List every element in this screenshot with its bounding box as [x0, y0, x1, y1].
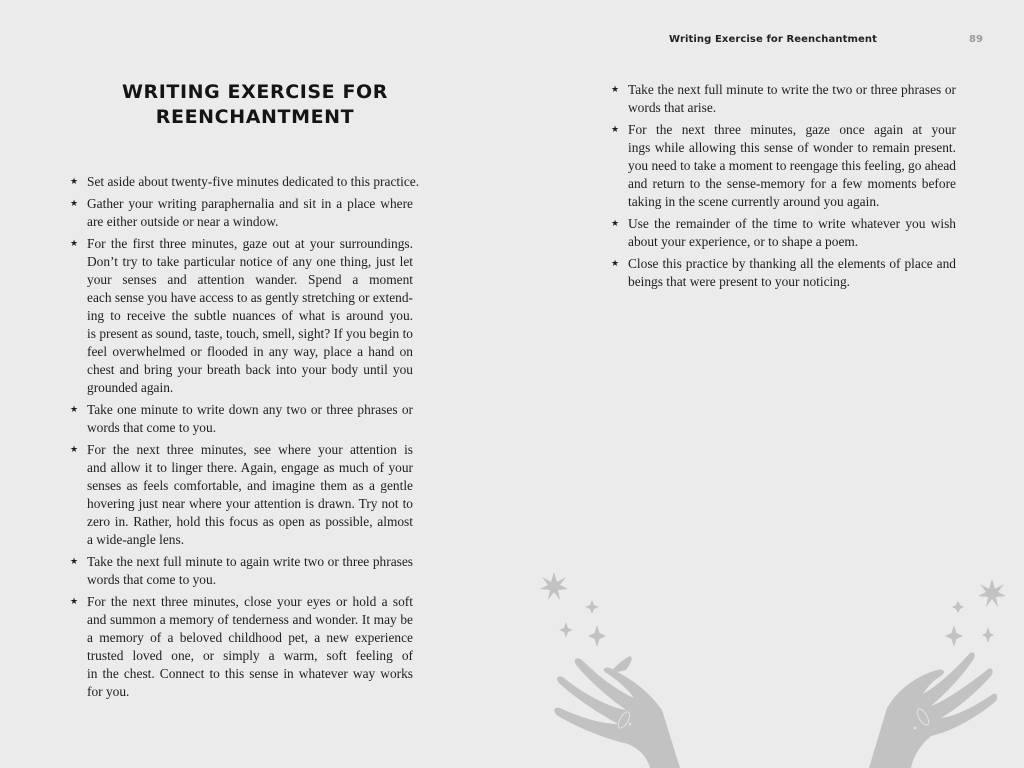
text-line: Take one minute to write down any two or three phrases or: [87, 402, 413, 417]
sparkle-star-icon: [982, 627, 994, 643]
list-item: [611, 121, 956, 211]
text-line: each sense you have access to as gently stretching or extend-: [87, 290, 413, 305]
text-line: words that arise.: [628, 100, 717, 115]
star-bullet-icon: ★: [70, 198, 79, 208]
text-line: and allow it to linger there. Again, engage as much of your: [87, 460, 413, 475]
star-bullet-icon: ★: [70, 238, 79, 248]
list-item: [611, 255, 956, 291]
text-line: and summon a memory of tenderness and wonder. It may be: [87, 612, 413, 627]
text-line: For the first three minutes, gaze out at your surroundings.: [87, 236, 413, 251]
text-line: about your experience, or to shape a poem.: [628, 234, 859, 249]
text-line: your senses and attention wander. Spend a moment: [87, 272, 413, 287]
exercise-steps-list-continued: [611, 81, 956, 295]
text-line: and return to the sense-memory for a few moments before: [628, 176, 956, 191]
running-head: Writing Exercise for Reenchantment: [669, 34, 877, 45]
text-line: feel overwhelmed or flooded in any way, place a hand on: [87, 344, 413, 359]
hand-shape: [869, 652, 997, 768]
sparkle-star-icon: [585, 600, 599, 614]
text-line: For the next three minutes, see where your attention is: [87, 442, 413, 457]
text-line: a memory of a beloved childhood pet, a new experience: [87, 630, 413, 645]
list-item: [70, 593, 413, 701]
text-line: For the next three minutes, close your eyes or hold a soft: [87, 594, 413, 609]
star-bullet-icon: ★: [70, 444, 79, 454]
text-line: trusted loved one, or simply a warm, soft feeling of: [87, 648, 413, 663]
text-line: beings that were present to your noticing.: [628, 274, 851, 289]
hand-shape: [554, 658, 680, 768]
right-page: [512, 0, 1024, 768]
list-item: [70, 195, 413, 231]
reaching-hand-illustration-left: [530, 560, 740, 768]
text-line: are either outside or near a window.: [87, 214, 279, 229]
star-bullet-icon: ★: [70, 176, 79, 186]
reaching-hand-illustration-right: [857, 560, 1024, 768]
text-line: you need to take a moment to reengage this feeling, go ahead: [628, 158, 956, 173]
text-line: Use the remainder of the time to write whatever you wish: [628, 216, 956, 231]
exercise-steps-list: [70, 173, 420, 705]
sparkle-star-icon: [945, 625, 963, 647]
text-line: For the next three minutes, gaze once again at your: [628, 122, 956, 137]
text-line: Don’t try to take particular notice of any one thing, just let: [87, 254, 413, 269]
text-line: ings while allowing this sense of wonder to remain present.: [628, 140, 956, 155]
list-item: [70, 441, 413, 549]
text-line: words that come to you.: [87, 572, 217, 587]
text-line: a wide-angle lens.: [87, 532, 185, 547]
text-line: Set aside about twenty-five minutes dedicated to this practice.: [87, 174, 420, 189]
text-line: ing to receive the subtle nuances of what is around you.: [87, 308, 413, 323]
star-bullet-icon: ★: [70, 556, 79, 566]
sparkle-star-icon: [978, 579, 1006, 607]
sparkle-star-icon: [559, 622, 573, 638]
text-line: words that come to you.: [87, 420, 217, 435]
text-line: chest and bring your breath back into your body until you: [87, 362, 413, 377]
list-item: [70, 553, 413, 589]
sparkle-star-icon: [540, 572, 568, 600]
star-bullet-icon: ★: [70, 404, 79, 414]
text-line: Close this practice by thanking all the elements of place and: [628, 256, 956, 271]
star-bullet-icon: ★: [611, 258, 620, 268]
text-line: senses as feels comfortable, and imagine them as a gentle: [87, 478, 413, 493]
star-bullet-icon: ★: [611, 84, 620, 94]
text-line: Gather your writing paraphernalia and sit in a place where: [87, 196, 413, 211]
list-item: [70, 401, 413, 437]
text-line: in the chest. Connect to this sense in whatever way works: [87, 666, 413, 681]
text-line: taking in the scene currently around you again.: [628, 194, 880, 209]
chapter-title-line: WRITING EXERCISE FOR: [121, 81, 389, 103]
star-bullet-icon: ★: [70, 596, 79, 606]
list-item: [611, 81, 956, 117]
chapter-title: [95, 80, 415, 130]
text-line: Take the next full minute to again write two or three phrases: [87, 554, 413, 569]
list-item: [70, 173, 420, 191]
list-item: [70, 235, 413, 397]
text-line: hovering just near where your attention is drawn. Try not to: [87, 496, 413, 511]
text-line: for you.: [87, 684, 130, 699]
text-line: zero in. Rather, hold this focus as open as possible, almost: [87, 514, 413, 529]
page-number: 89: [969, 34, 983, 45]
text-line: Take the next full minute to write the two or three phrases or: [628, 82, 956, 97]
star-bullet-icon: ★: [611, 218, 620, 228]
sparkle-star-icon: [588, 625, 606, 647]
chapter-title-line: REENCHANTMENT: [155, 106, 355, 128]
text-line: is present as sound, taste, touch, smell, sight? If you begin to: [87, 326, 413, 341]
star-bullet-icon: ★: [611, 124, 620, 134]
text-line: grounded again.: [87, 380, 174, 395]
sparkle-star-icon: [952, 601, 964, 613]
list-item: [611, 215, 956, 251]
